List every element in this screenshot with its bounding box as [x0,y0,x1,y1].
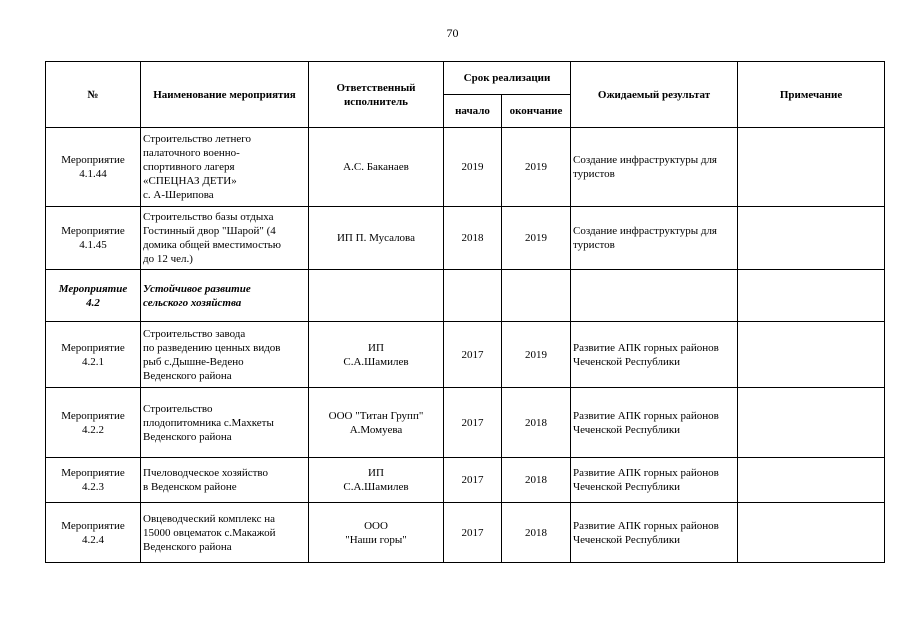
row-result: Развитие АПК горных районов Чеченской Республики [571,458,738,503]
header-responsible: Ответственный исполнитель [309,62,444,128]
row-end: 2019 [502,207,571,270]
row-responsible: ИП П. Мусалова [309,207,444,270]
table-row [46,503,885,563]
row-responsible: А.С. Баканаев [309,128,444,207]
row-result [571,270,738,322]
row-name: Овцеводческий комплекс на 15000 овцематок с.Макажой Веденского района [141,503,309,563]
row-num: Мероприятие 4.2.4 [46,503,141,563]
row-note [738,458,885,503]
row-num: Мероприятие 4.1.45 [46,207,141,270]
row-note [738,270,885,322]
row-responsible: ООО "Наши горы" [309,503,444,563]
row-name: Пчеловодческое хозяйство в Веденском районе [141,458,309,503]
table-row [46,207,885,270]
header-period: Срок реализации [444,62,571,95]
row-name: Строительство базы отдыха Гостинный двор "Шарой" (4 домика общей вместимостью до 12 чел.) [141,207,309,270]
header-end: окончание [502,95,571,128]
row-end: 2019 [502,322,571,388]
row-result: Создание инфраструктуры для туристов [571,128,738,207]
row-result: Развитие АПК горных районов Чеченской Республики [571,503,738,563]
row-start [444,270,502,322]
row-num: Мероприятие 4.2 [46,270,141,322]
row-start: 2017 [444,503,502,563]
row-result: Развитие АПК горных районов Чеченской Республики [571,322,738,388]
header-note: Примечание [738,62,885,128]
page-number: 70 [446,26,459,40]
row-end: 2018 [502,388,571,458]
row-note [738,207,885,270]
activities-table [45,61,885,563]
row-name: Устойчивое развитие сельского хозяйства [141,270,309,322]
header-result: Ожидаемый результат [571,62,738,128]
table-row [46,128,885,207]
table-row [46,458,885,503]
row-name: Строительство плодопитомника с.Махкеты Веденского района [141,388,309,458]
row-end: 2018 [502,458,571,503]
row-note [738,128,885,207]
row-responsible: ИП С.А.Шамилев [309,322,444,388]
header-name: Наименование мероприятия [141,62,309,128]
row-note [738,503,885,563]
row-responsible [309,270,444,322]
row-note [738,322,885,388]
row-start: 2018 [444,207,502,270]
row-start: 2017 [444,388,502,458]
row-num: Мероприятие 4.2.1 [46,322,141,388]
row-end [502,270,571,322]
row-responsible: ИП С.А.Шамилев [309,458,444,503]
row-start: 2017 [444,458,502,503]
row-end: 2019 [502,128,571,207]
row-result: Развитие АПК горных районов Чеченской Республики [571,388,738,458]
header-num: № [46,62,141,128]
row-num: Мероприятие 4.2.2 [46,388,141,458]
table-row [46,322,885,388]
row-end: 2018 [502,503,571,563]
row-start: 2017 [444,322,502,388]
row-name: Строительство летнего палаточного военно- спортивного лагеря «СПЕЦНАЗ ДЕТИ» с. А-Шерипова [141,128,309,207]
row-start: 2019 [444,128,502,207]
table-row [46,388,885,458]
row-responsible: ООО "Титан Групп" А.Момуева [309,388,444,458]
row-result: Создание инфраструктуры для туристов [571,207,738,270]
row-num: Мероприятие 4.2.3 [46,458,141,503]
header-start: начало [444,95,502,128]
row-num: Мероприятие 4.1.44 [46,128,141,207]
row-note [738,388,885,458]
table-row [46,270,885,322]
row-name: Строительство завода по разведению ценных видов рыб с.Дышне-Ведено Веденского района [141,322,309,388]
